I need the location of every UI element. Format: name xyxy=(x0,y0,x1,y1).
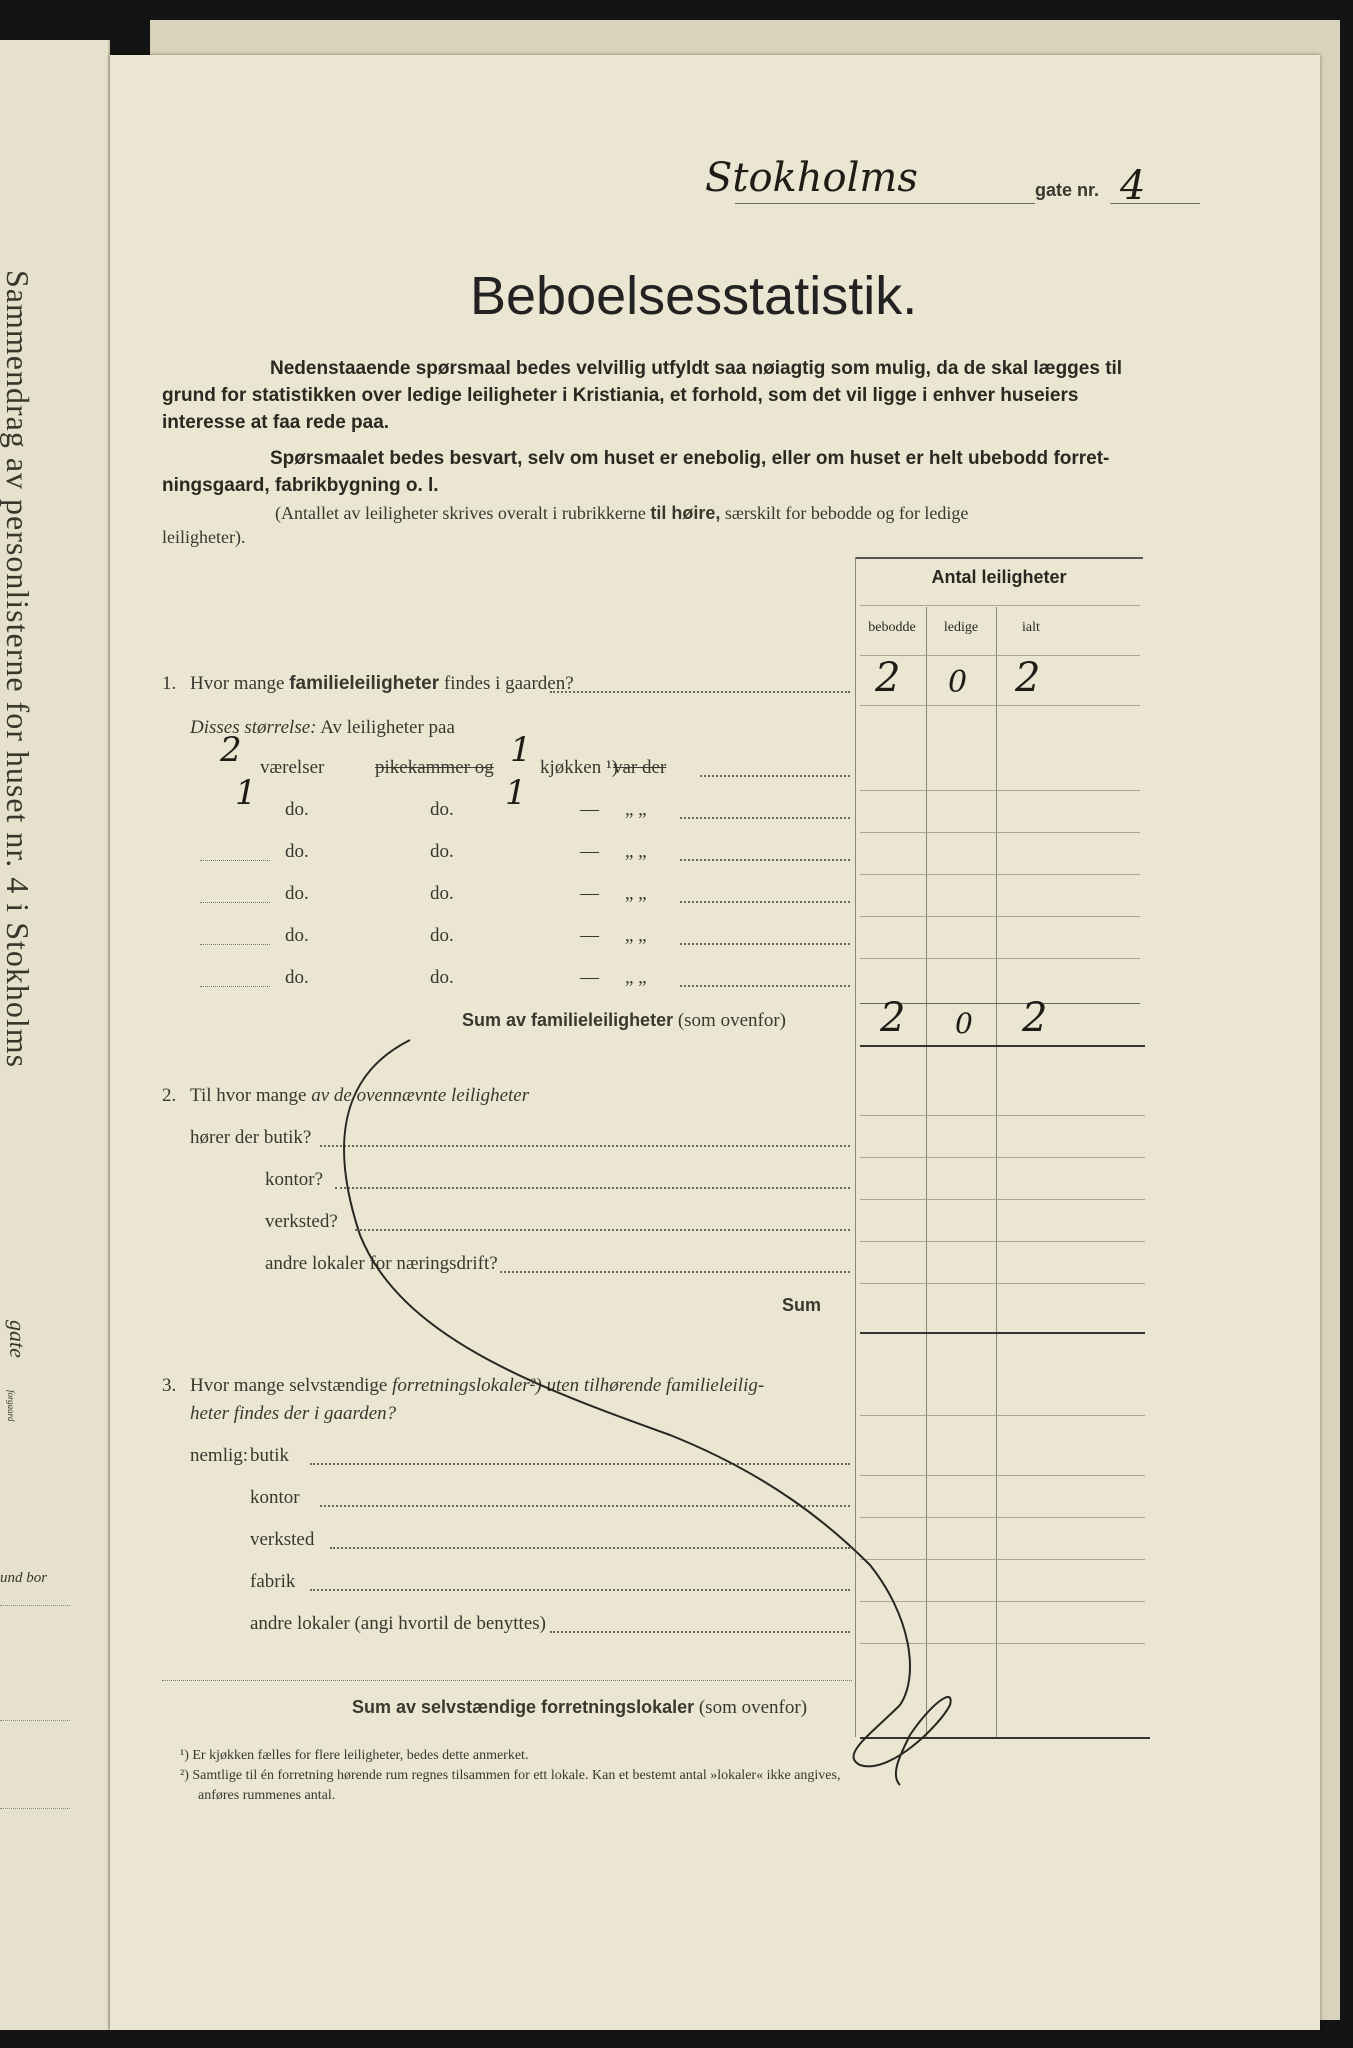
q1-text-a: Hvor mange xyxy=(190,673,285,694)
q3-item-5: andre lokaler (angi hvortil de benyttes) xyxy=(250,1613,546,1634)
q1-row-2-rooms: 1 xyxy=(235,773,257,813)
q1-sum-bebodde: 2 xyxy=(880,995,906,1041)
q1-row-3-c1: do. xyxy=(285,841,309,862)
q1-sum-label-a: Sum av familieleiligheter xyxy=(462,1010,674,1030)
q1-row-6-c4: „ „ xyxy=(625,967,647,988)
q2-item-1: hører der butik? xyxy=(190,1127,312,1148)
q1-row-2-c2: do. xyxy=(430,799,454,820)
form-page xyxy=(110,55,1320,2030)
intro-line-7: leiligheter). xyxy=(162,527,246,547)
q1-row-3-c4: „ „ xyxy=(625,841,647,862)
q3-text-c: heter findes der i gaarden? xyxy=(190,1403,397,1424)
q1-sum-label-b: (som ovenfor) xyxy=(677,1010,786,1031)
q1-sum-ialt: 2 xyxy=(1022,995,1048,1041)
q1-row-2-c4: „ „ xyxy=(625,799,647,820)
q1-text-b: familieleiligheter xyxy=(289,673,440,694)
gate-number-label: gate nr. xyxy=(1035,180,1100,200)
q1-row-2-kitchens: 1 xyxy=(505,773,527,813)
q1-row-4-c1: do. xyxy=(285,883,309,904)
intro-line-6-b: til høire, xyxy=(650,503,721,523)
q1-size-text: Av leiligheter paa xyxy=(320,717,455,738)
q3-item-3: verksted xyxy=(250,1529,315,1550)
q3-text-a: Hvor mange selvstændige xyxy=(190,1375,388,1396)
q2-text-a: Til hvor mange xyxy=(190,1085,307,1106)
q2-item-2: kontor? xyxy=(265,1169,324,1190)
q1-row-4-c3: — xyxy=(580,883,599,904)
form-title: Beboelsesstatistik. xyxy=(470,266,918,326)
q3-item-1: butik xyxy=(250,1445,290,1466)
q1-sum-ledige: 0 xyxy=(955,1007,973,1040)
intro-line-5: ningsgaard, fabrikbygning o. l. xyxy=(162,475,439,496)
q2-sum-label: Sum xyxy=(782,1295,822,1315)
q1-value-ledige: 0 xyxy=(948,665,968,700)
q3-number: 3. xyxy=(162,1375,177,1396)
left-page-gate-label: gate xyxy=(5,1320,30,1358)
street-name-handwritten: Stokholms xyxy=(705,155,918,201)
q1-value-ialt: 2 xyxy=(1015,655,1041,701)
q1-row-2-c1: do. xyxy=(285,799,309,820)
q3-nemlig: nemlig: xyxy=(190,1445,249,1466)
left-page xyxy=(0,40,110,2030)
q2-item-3: verksted? xyxy=(265,1211,338,1232)
q1-row-3-c2: do. xyxy=(430,841,454,862)
q1-row-3-c3: — xyxy=(580,841,599,862)
q3-sum-label-b: (som ovenfor) xyxy=(698,1697,808,1718)
footnote-2: ²) Samtlige til én forretning hørende rum regnes tilsammen for ett lokale. Kan et bestemt antal »lokaler« ikke angives, xyxy=(180,1768,841,1783)
col-ledige-header: ledige xyxy=(943,620,979,635)
q1-number: 1. xyxy=(162,673,177,694)
q1-row-4-c4: „ „ xyxy=(625,883,647,904)
left-page-rule xyxy=(0,1720,70,1721)
q1-text-c: findes i gaarden? xyxy=(443,673,574,694)
q1-row-1-c4: var der xyxy=(613,757,667,778)
q2-number: 2. xyxy=(162,1085,177,1106)
left-page-rule xyxy=(0,1808,70,1809)
intro-line-1: Nedenstaaende spørsmaal bedes velvillig utfyldt saa nøiagtig som mulig, da de skal lægges til xyxy=(270,358,1123,379)
q1-row-5-c4: „ „ xyxy=(625,925,647,946)
q3-text-b: forretningslokaler²) uten tilhørende familieleilig- xyxy=(392,1375,765,1396)
q3-item-4: fabrik xyxy=(250,1571,296,1592)
left-page-vertical-text: Sammendrag av personlisterne for huset nr. 4 i Stokholms xyxy=(0,270,36,1069)
q1-row-5-c2: do. xyxy=(430,925,454,946)
left-page-small-label: forgaard xyxy=(6,1390,16,1422)
left-page-rule xyxy=(0,1605,70,1606)
q1-size-label: Disses størrelse: xyxy=(190,717,317,738)
q1-value-bebodde: 2 xyxy=(875,655,901,701)
q1-row-6-c2: do. xyxy=(430,967,454,988)
intro-line-4: Spørsmaalet bedes besvart, selv om huset er enebolig, eller om huset er helt ubebodd forret- xyxy=(270,448,1110,469)
q1-row-2-c3: — xyxy=(580,799,599,820)
q3-item-2: kontor xyxy=(250,1487,300,1508)
left-page-bottom-label: und bor xyxy=(0,1570,48,1586)
intro-line-6-c: særskilt for bebodde og for ledige xyxy=(724,503,969,523)
q1-row-1-kitchens: 1 xyxy=(510,730,532,770)
q3-sum-label-a: Sum av selvstændige forretningslokaler xyxy=(352,1697,695,1717)
intro-line-2: grund for statistikken over ledige leiligheter i Kristiania, et forhold, som det vil ligge i enhver huseiers xyxy=(162,385,1079,406)
pen-stroke-drawing xyxy=(110,55,1320,2030)
q1-row-6-c3: — xyxy=(580,967,599,988)
q1-row-1-c3: kjøkken ¹) xyxy=(540,757,618,778)
footnote-3: anføres rummenes antal. xyxy=(198,1788,336,1803)
q1-row-1-c1: værelser xyxy=(260,757,325,778)
col-bebodde-header: bebodde xyxy=(868,620,916,635)
gate-number-handwritten: 4 xyxy=(1120,163,1146,209)
q1-row-5-c3: — xyxy=(580,925,599,946)
q1-row-6-c1: do. xyxy=(285,967,309,988)
q1-row-4-c2: do. xyxy=(430,883,454,904)
col-ialt-header: ialt xyxy=(1022,620,1040,635)
table-title: Antal leiligheter xyxy=(931,567,1067,587)
q1-row-1-rooms: 2 xyxy=(220,730,242,770)
q1-row-5-c1: do. xyxy=(285,925,309,946)
q2-item-4: andre lokaler for næringsdrift? xyxy=(265,1253,498,1274)
q2-text-b: av de ovennævnte leiligheter xyxy=(311,1085,530,1106)
q1-row-1-c2: pikekammer og xyxy=(375,757,494,778)
intro-line-6-a: (Antallet av leiligheter skrives overalt i rubrikkerne xyxy=(275,503,646,523)
footnote-1: ¹) Er kjøkken fælles for flere leiligheter, bedes dette anmerket. xyxy=(180,1748,529,1763)
intro-line-3: interesse at faa rede paa. xyxy=(162,412,390,433)
